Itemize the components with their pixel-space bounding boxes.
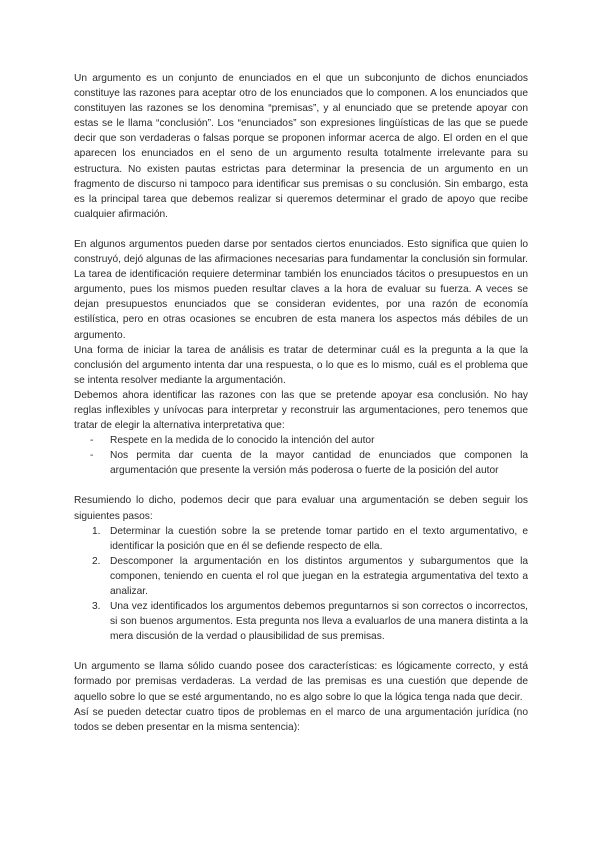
- spacer: [74, 644, 528, 659]
- interpretation-criteria-list: [74, 433, 528, 478]
- list-item-text: Una vez identificados los argumentos debemos preguntarnos si son correctos o incorrectos, si son buenos argumentos. Esta pregunta nos lleva a evaluarlos de una manera distinta a la mera discusión de la verdad o plausibilidad de sus premisas.: [110, 601, 528, 643]
- spacer: [74, 478, 528, 493]
- paragraph-summary: Resumiendo lo dicho, podemos decir que para evaluar una argumentación se deben seguir los siguientes pasos:: [74, 495, 528, 522]
- list-item-text: Nos permita dar cuenta de la mayor cantidad de enunciados que componen la argumentación que presente la versión más poderosa o fuerte de la posición del autor: [110, 450, 528, 477]
- list-item-text: Determinar la cuestión sobre la se pretende tomar partido en el texto argumentativo, e identificar la posición que en él se defiende respecto de ella.: [110, 525, 528, 552]
- list-item: [74, 554, 528, 599]
- step-number: 3.: [92, 601, 101, 613]
- step-number: 1.: [92, 525, 101, 537]
- list-item: [74, 433, 528, 448]
- paragraph-analysis-start: Una forma de iniciar la tarea de análisis es tratar de determinar cuál es la pregunta a la que la conclusión del argumento intenta dar una respuesta, o lo que es lo mismo, cuál es el problema que se intenta resolver mediante la argumentación.: [74, 344, 528, 386]
- list-item-text: Descomponer la argumentación en los distintos argumentos y subargumentos que la componen, teniendo en cuenta el rol que juegan en la estrategia argumentativa del texto a analizar.: [110, 555, 528, 597]
- paragraph-argument-definition: Un argumento es un conjunto de enunciados en el que un subconjunto de dichos enunciados constituye las razones para aceptar otro de los enunciados que lo componen. A los enunciados que constituyen las razones se los denomina “premisas”, y al enunciado que se pretende apoyar con estas se le llama “conclusión”. Los “enunciados” son expresiones lingüísticas de las que se puede decir que son verdaderas o falsas porque se proponen informar acerca de algo. El orden en el que aparecen los enunciados en el seno de un argumento resulta totalmente irrelevante para su estructura. No existen pautas estrictas para determinar la presencia de un argumento en un fragmento de discurso ni tampoco para identificar sus premisas o su conclusión. Sin embargo, esta es la principal tarea que debemos realizar si queremos determinar el grado de apoyo que recibe cualquier afirmación.: [74, 73, 528, 220]
- list-item: [74, 448, 528, 478]
- paragraph-identify-reasons: Debemos ahora identificar las razones con las que se pretende apoyar esa conclusión. No hay reglas inflexibles y unívocas para interpretar y reconstruir las argumentaciones, pero tenemos que tratar de elegir la alternativa interpretativa que:: [74, 389, 528, 432]
- dash-marker: -: [90, 450, 94, 462]
- spacer: [74, 222, 528, 237]
- step-number: 2.: [92, 555, 101, 567]
- paragraph-tacit-statements: En algunos argumentos pueden darse por sentados ciertos enunciados. Esto significa que quien lo construyó, dejó algunas de las afirmaciones necesarias para fundamentar la conclusión sin formular. La tarea de identificación requiere determinar también los enunciados tácitos o presupuestos en un argumento, pues los mismos pueden resultar claves a la hora de evaluar su fuerza. A veces se dejan presupuestos enunciados que se consideran evidentes, por una razón de economía estilística, pero en otras ocasiones se encubren de esta manera los aspectos más débiles de un argumento.: [74, 238, 528, 341]
- list-item: [74, 599, 528, 644]
- list-item: [74, 524, 528, 554]
- paragraph-sound-argument: Un argumento se llama sólido cuando posee dos características: es lógicamente correcto, y está formado por premisas verdaderas. La verdad de las premisas es una cuestión que depende de aquello sobre lo que se esté argumentando, no es algo sobre lo que la lógica tenga nada que decir.: [74, 661, 528, 703]
- list-item-text: Respete en la medida de lo conocido la intención del autor: [110, 435, 375, 447]
- dash-marker: -: [90, 435, 94, 447]
- evaluation-steps-list: [74, 524, 528, 645]
- document-page: [74, 71, 528, 735]
- paragraph-problem-types: Así se pueden detectar cuatro tipos de problemas en el marco de una argumentación jurídica (no todos se deben presentar en la misma sentencia):: [74, 706, 528, 733]
